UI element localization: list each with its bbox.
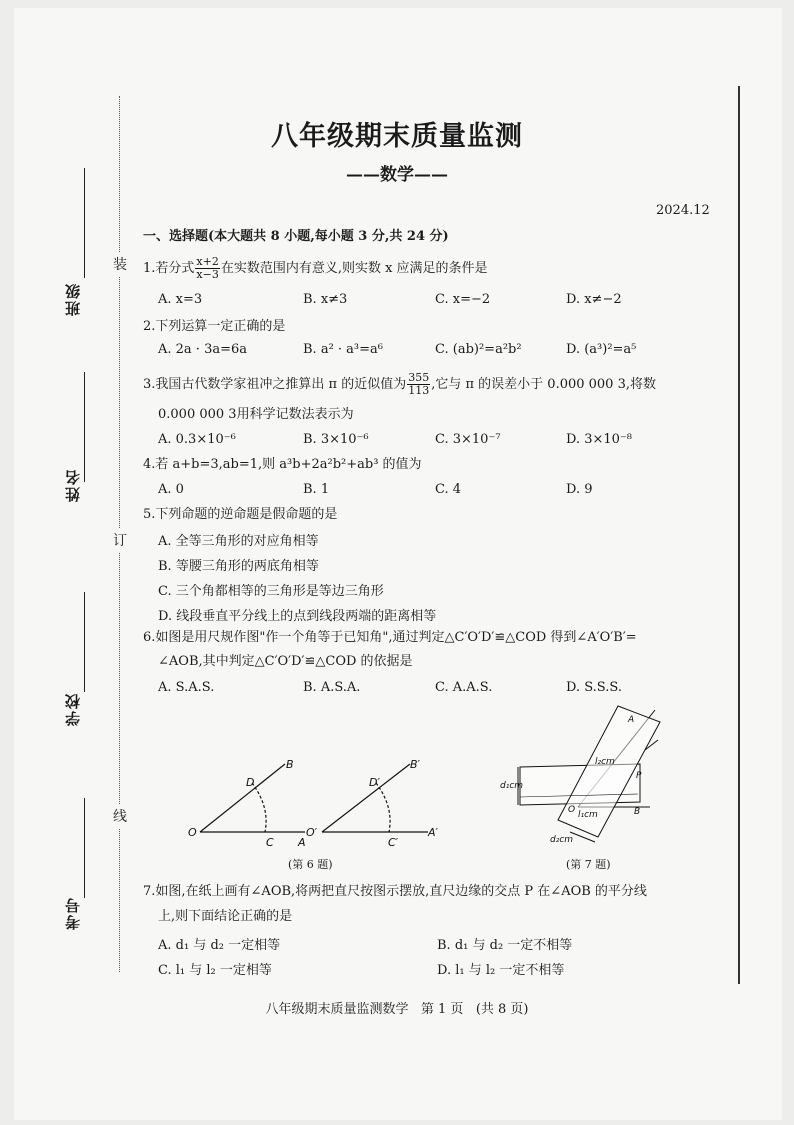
question-2: 2.下列运算一定正确的是 <box>143 319 286 334</box>
name-line <box>84 372 85 482</box>
fig7-label-o: O <box>568 805 576 815</box>
q1-option-a: A. x=3 <box>158 292 203 307</box>
fig7-label-d1: d₁cm <box>500 781 524 791</box>
q2-option-c: C. (ab)²=a²b² <box>435 342 522 357</box>
fig7-label-l1: l₁cm <box>578 810 598 820</box>
name-field-label: 姓名 <box>64 468 82 502</box>
fig6-label-o-prime: O′ <box>306 826 318 839</box>
question-6-line-1: 6.如图是用尺规作图"作一个角等于已知角",通过判定△C′O′D′≌△COD 得到∠A′O′B′= <box>143 630 637 645</box>
exam-number-field-label: 考号 <box>64 896 82 930</box>
q1-prefix: 1.若分式 <box>143 261 195 276</box>
q3-line-2: 0.000 000 3用科学记数法表示为 <box>158 407 354 422</box>
q2-option-a: A. 2a · 3a=6a <box>158 342 248 357</box>
q4-option-d: D. 9 <box>566 482 593 497</box>
q3-option-b: B. 3×10⁻⁶ <box>303 432 369 447</box>
fig6-label-c: C <box>266 836 274 849</box>
exam-date: 2024.12 <box>656 203 710 218</box>
fig6-label-d: D <box>246 776 255 789</box>
q3-fraction <box>407 372 430 397</box>
q3-frac-num: 355 <box>408 371 430 384</box>
fig7-label-d2: d₂cm <box>550 835 574 845</box>
question-4: 4.若 a+b=3,ab=1,则 a³b+2a²b²+ab³ 的值为 <box>143 457 422 472</box>
q2-option-b: B. a² · a³=a⁶ <box>303 342 383 357</box>
fig6-arc <box>252 783 266 832</box>
figure-6-caption: (第 6 题) <box>288 858 333 871</box>
fig6-label-a: A <box>298 836 306 849</box>
school-line <box>84 592 85 692</box>
section-heading: 一、选择题(本大题共 8 小题,每小题 3 分,共 24 分) <box>143 229 449 244</box>
bind-mark-xian: 线 <box>113 804 127 828</box>
fig6-label-a-prime: A′ <box>428 826 439 839</box>
q7-option-a: A. d₁ 与 d₂ 一定相等 <box>158 938 281 953</box>
question-6-line-2: ∠AOB,其中判定△C′O′D′≌△COD 的依据是 <box>158 654 413 669</box>
fig6-label-b: B <box>286 758 294 771</box>
q6-option-c: C. A.A.S. <box>435 680 493 695</box>
q7-option-d: D. l₁ 与 l₂ 一定不相等 <box>437 963 565 978</box>
page-footer: 八年级期末质量监测数学 第 1 页 (共 8 页) <box>265 1002 529 1017</box>
fig6-label-b-prime: B′ <box>410 758 421 771</box>
question-3 <box>143 372 656 397</box>
figure-7-caption: (第 7 题) <box>566 858 611 871</box>
q7-option-c: C. l₁ 与 l₂ 一定相等 <box>158 963 272 978</box>
q5-option-c: C. 三个角都相等的三角形是等边三角形 <box>158 584 384 599</box>
q1-frac-num: x+2 <box>196 255 219 268</box>
q7-option-b: B. d₁ 与 d₂ 一定不相等 <box>437 938 573 953</box>
bind-mark-ding: 订 <box>113 528 127 552</box>
bind-mark-zhuang: 装 <box>113 252 127 276</box>
class-field-label: 班级 <box>64 282 82 316</box>
school-field-label: 学校 <box>64 692 82 726</box>
fig6-arc-prime <box>376 783 390 832</box>
question-7-line-2: 上,则下面结论正确的是 <box>158 909 293 924</box>
fig6-ray-ob <box>200 764 285 832</box>
q6-option-b: B. A.S.A. <box>303 680 361 695</box>
q3-frac-den: 113 <box>408 384 430 397</box>
question-7-line-1: 7.如图,在纸上画有∠AOB,将两把直尺按图示摆放,直尺边缘的交点 P 在∠AOB 的平分线 <box>143 884 647 899</box>
q3-option-a: A. 0.3×10⁻⁶ <box>158 432 236 447</box>
q4-option-b: B. 1 <box>303 482 330 497</box>
fig6-label-d-prime: D′ <box>369 776 380 789</box>
q5-option-d: D. 线段垂直平分线上的点到线段两端的距离相等 <box>158 609 437 624</box>
right-border-rule <box>738 86 740 984</box>
fig6-label-o: O <box>188 826 197 839</box>
page-title: 八年级期末质量监测 <box>271 121 523 152</box>
q6-option-d: D. S.S.S. <box>566 680 622 695</box>
q3-option-d: D. 3×10⁻⁸ <box>566 432 633 447</box>
page-subtitle: ——数学—— <box>346 165 448 185</box>
fig6-ray-ob-prime <box>322 764 410 832</box>
q1-frac-den: x−3 <box>196 268 219 281</box>
q1-suffix: 在实数范围内有意义,则实数 x 应满足的条件是 <box>220 261 488 276</box>
q4-option-c: C. 4 <box>435 482 462 497</box>
figure-6 <box>170 752 460 852</box>
question-1 <box>143 256 488 281</box>
q1-fraction <box>195 256 219 281</box>
exam-number-line <box>84 798 85 898</box>
q5-option-a: A. 全等三角形的对应角相等 <box>158 534 319 549</box>
q1-option-b: B. x≠3 <box>303 292 348 307</box>
q1-option-c: C. x=−2 <box>435 292 491 307</box>
fig7-label-b: B <box>634 807 641 817</box>
figure-7 <box>500 702 675 852</box>
q2-option-d: D. (a³)²=a⁵ <box>566 342 637 357</box>
q3-prefix: 3.我国古代数学家祖冲之推算出 π 的近似值为 <box>143 377 407 392</box>
question-5: 5.下列命题的逆命题是假命题的是 <box>143 507 338 522</box>
q3-suffix: ,它与 π 的误差小于 0.000 000 3,将数 <box>431 377 656 392</box>
fig6-label-c-prime: C′ <box>388 836 399 849</box>
fig7-label-p: P <box>636 771 642 781</box>
q1-option-d: D. x≠−2 <box>566 292 622 307</box>
fig7-label-l2: l₂cm <box>595 757 615 767</box>
q6-option-a: A. S.A.S. <box>158 680 215 695</box>
q5-option-b: B. 等腰三角形的两底角相等 <box>158 559 319 574</box>
q3-option-c: C. 3×10⁻⁷ <box>435 432 501 447</box>
fig7-label-a: A <box>628 715 635 725</box>
q4-option-a: A. 0 <box>158 482 184 497</box>
